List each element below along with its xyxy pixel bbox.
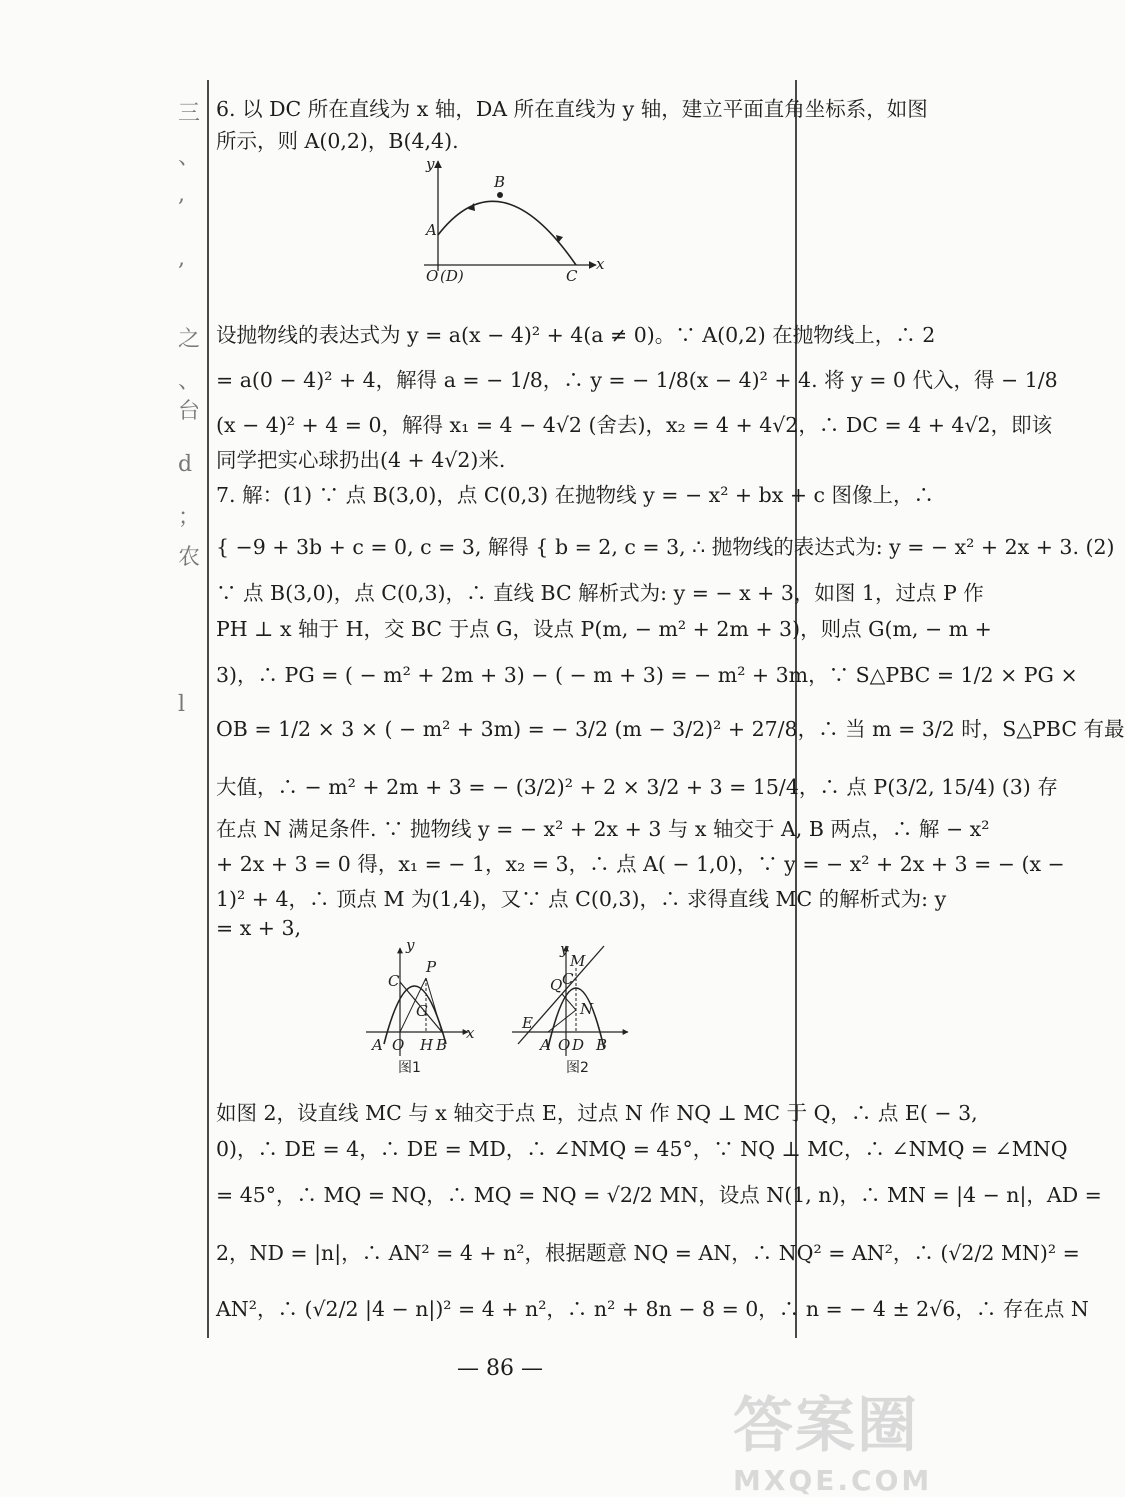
text-line: 0)，∴ DE = 4，∴ DE = MD，∴ ∠NMQ = 45°，∵ NQ ⊥ MC，∴ ∠NMQ = ∠MNQ xyxy=(216,1137,1068,1161)
fig-axis-y-label: y xyxy=(426,155,435,173)
text-line: ∵ 点 B(3,0)，点 C(0,3)，∴ 直线 BC 解析式为: y = − x + 3，如图 1，过点 P 作 xyxy=(216,581,984,605)
fig-point-label: A xyxy=(426,221,437,239)
fig2-caption: 图2 xyxy=(566,1060,589,1076)
text-line: 3)，∴ PG = ( − m² + 2m + 3) − ( − m + 3) = − m² + 3m，∵ S△PBC = 1/2 × PG × xyxy=(216,663,1078,687)
fig1-point-label: B xyxy=(436,1036,448,1054)
fig1-point-label: G xyxy=(416,1002,428,1020)
fig1-point-label: A xyxy=(372,1036,383,1054)
fig-axis-x-label: x xyxy=(596,255,605,273)
watermark-url: MXQE.COM xyxy=(733,1464,933,1497)
figure-parabola-throw xyxy=(420,155,610,285)
fig2-point-label: C xyxy=(562,970,574,988)
text-line: 如图 2，设直线 MC 与 x 轴交于点 E，过点 N 作 NQ ⊥ MC 于 Q，∴ 点 E( − 3, xyxy=(216,1101,978,1125)
margin-mark: , xyxy=(178,182,185,207)
text-line: 7. 解：(1) ∵ 点 B(3,0)，点 C(0,3) 在抛物线 y = − x² + bx + c 图像上，∴ xyxy=(216,483,935,507)
fig1-axis-y-label: y xyxy=(406,936,415,954)
text-line: PH ⊥ x 轴于 H，交 BC 于点 G，设点 P(m, − m² + 2m + 3)，则点 G(m, − m + xyxy=(216,617,992,641)
fig2-point-label: B xyxy=(596,1036,608,1054)
text-line: = a(0 − 4)² + 4，解得 a = − 1/8，∴ y = − 1/8(x − 4)² + 4. 将 y = 0 代入，得 − 1/8 xyxy=(216,368,1058,392)
fig-point-label: B xyxy=(494,173,506,191)
text-line: 在点 N 满足条件. ∵ 抛物线 y = − x² + 2x + 3 与 x 轴交于 A, B 两点，∴ 解 − x² xyxy=(216,817,990,841)
margin-mark: d xyxy=(178,452,193,477)
figure-2 xyxy=(508,938,638,1078)
fig2-point-label: Q xyxy=(550,976,563,994)
fig-point-label: C xyxy=(566,267,578,285)
fig2-point-label: A xyxy=(540,1036,551,1054)
text-line: = 45°，∴ MQ = NQ，∴ MQ = NQ = √2/2 MN，设点 N(1, n)，∴ MN = |4 − n|，AD = xyxy=(216,1183,1102,1207)
margin-mark: 、 xyxy=(178,369,201,394)
left-column-rule xyxy=(207,80,209,1338)
text-line: = x + 3, xyxy=(216,916,302,940)
fig2-point-label: O xyxy=(558,1036,571,1054)
margin-mark: 之 xyxy=(178,327,201,352)
text-line: { −9 + 3b + c = 0, c = 3, 解得 { b = 2, c = 3, ∴ 抛物线的表达式为: y = − x² + 2x + 3. (2) xyxy=(216,535,1115,559)
text-line: 同学把实心球扔出(4 + 4√2)米. xyxy=(216,448,506,472)
text-line: (x − 4)² + 4 = 0，解得 x₁ = 4 − 4√2 (舍去)，x₂ = 4 + 4√2，∴ DC = 4 + 4√2，即该 xyxy=(216,413,1053,437)
margin-mark: l xyxy=(178,692,186,717)
page-number: — 86 — xyxy=(457,1356,543,1381)
watermark-cn: 答案圈 xyxy=(733,1391,919,1461)
text-line: 2，ND = |n|，∴ AN² = 4 + n²，根据题意 NQ = AN，∴ NQ² = AN²，∴ (√2/2 MN)² = xyxy=(216,1241,1080,1265)
fig1-axis-x-label: x xyxy=(466,1024,475,1042)
text-line: 1)² + 4，∴ 顶点 M 为(1,4)，又∵ 点 C(0,3)，∴ 求得直线 MC 的解析式为: y xyxy=(216,887,947,911)
margin-mark: 、 xyxy=(178,145,201,170)
margin-mark: , xyxy=(178,246,185,271)
text-line: 所示，则 A(0,2)，B(4,4). xyxy=(216,129,459,153)
fig1-point-label: P xyxy=(426,958,437,976)
fig1-point-label: H xyxy=(420,1036,434,1054)
fig2-point-label: N xyxy=(580,1000,594,1018)
watermark-logo xyxy=(733,1378,932,1497)
fig2-point-label: E xyxy=(522,1014,533,1032)
fig1-point-label: C xyxy=(388,972,400,990)
fig1-caption: 图1 xyxy=(398,1060,421,1076)
margin-mark: ； xyxy=(178,505,201,530)
text-line: + 2x + 3 = 0 得，x₁ = − 1，x₂ = 3，∴ 点 A( − 1,0)，∵ y = − x² + 2x + 3 = − (x − xyxy=(216,852,1065,876)
text-line: OB = 1/2 × 3 × ( − m² + 3m) = − 3/2 (m − 3/2)² + 27/8，∴ 当 m = 3/2 时，S△PBC 有最 xyxy=(216,717,1125,741)
text-line: 大值，∴ − m² + 2m + 3 = − (3/2)² + 2 × 3/2 + 3 = 15/4，∴ 点 P(3/2, 15/4) (3) 存 xyxy=(216,775,1058,799)
margin-mark: 三 xyxy=(178,101,201,126)
fig2-point-label: M xyxy=(570,952,586,970)
text-line: 设抛物线的表达式为 y = a(x − 4)² + 4(a ≠ 0)。∵ A(0,2) 在抛物线上，∴ 2 xyxy=(216,323,936,347)
fig-point-label: (D) xyxy=(440,267,464,285)
figure-1 xyxy=(362,938,482,1078)
fig1-point-label: O xyxy=(392,1036,405,1054)
margin-mark: 台 xyxy=(178,399,201,424)
text-line: 6. 以 DC 所在直线为 x 轴，DA 所在直线为 y 轴，建立平面直角坐标系，如图 xyxy=(216,97,928,121)
text-line: AN²，∴ (√2/2 |4 − n|)² = 4 + n²，∴ n² + 8n − 8 = 0，∴ n = − 4 ± 2√6，∴ 存在点 N xyxy=(216,1297,1089,1321)
margin-mark: 农 xyxy=(178,545,201,570)
fig-point-label: O xyxy=(426,267,439,285)
fig2-point-label: D xyxy=(572,1036,585,1054)
fig2-axis-y-label: y xyxy=(560,940,569,958)
